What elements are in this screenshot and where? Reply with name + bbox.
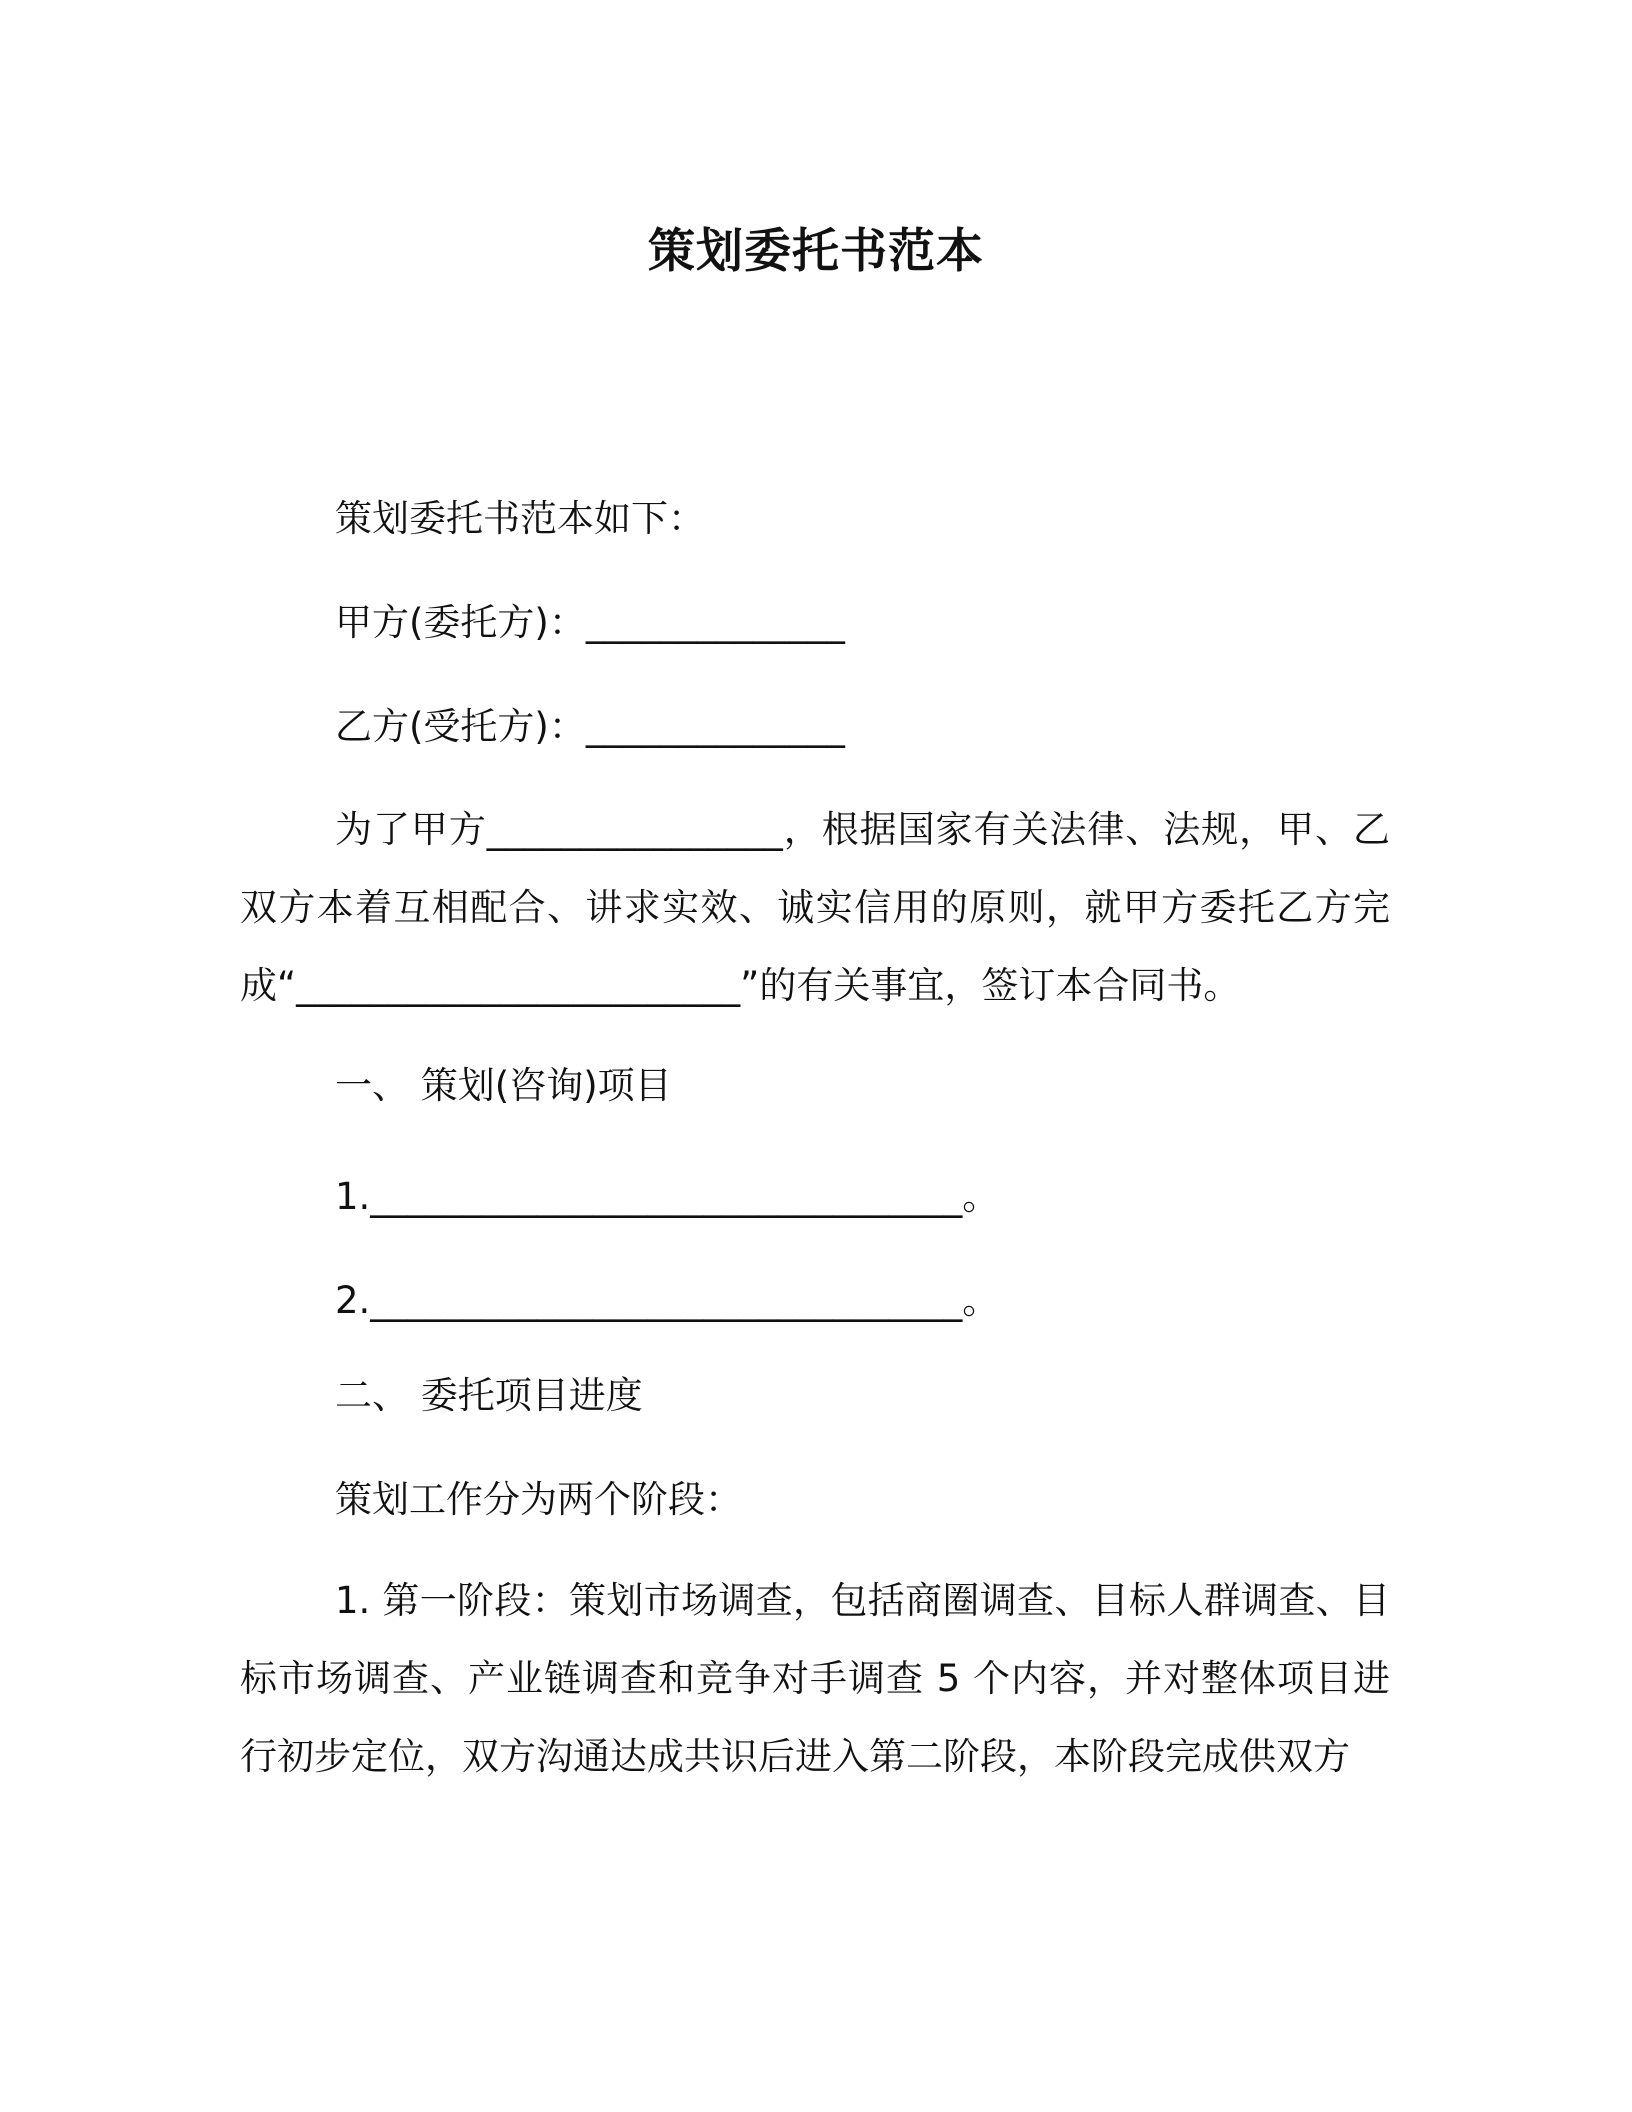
party-b-line: 乙方(受托方)：______________ (335, 705, 845, 748)
section-2-heading: 二、 委托项目进度 (335, 1374, 643, 1417)
intro-text: 策划委托书范本如下： (335, 497, 705, 540)
section-1-heading: 一、 策划(咨询)项目 (335, 1064, 672, 1107)
stages-intro: 策划工作分为两个阶段： (335, 1478, 742, 1521)
project-item-2: 2.________________________________。 (335, 1279, 1000, 1322)
preamble-paragraph: 为了甲方________________，根据国家有关法律、法规，甲、乙双方本着互相配合、讲求实效、诚实信用的原则，就甲方委托乙方完成“________________________”的有关事宜，签订本合同书。 (240, 808, 1390, 1007)
document-title: 策划委托书范本 (648, 224, 984, 279)
project-item-1: 1.________________________________。 (335, 1175, 1000, 1218)
stage-1-paragraph: 1. 第一阶段：策划市场调查，包括商圈调查、目标人群调查、目标市场调查、产业链调查和竞争对手调查 5 个内容，并对整体项目进行初步定位，双方沟通达成共识后进入第二阶段，本阶段完成供双方 (240, 1579, 1390, 1778)
party-a-line: 甲方(委托方)：______________ (335, 601, 845, 644)
